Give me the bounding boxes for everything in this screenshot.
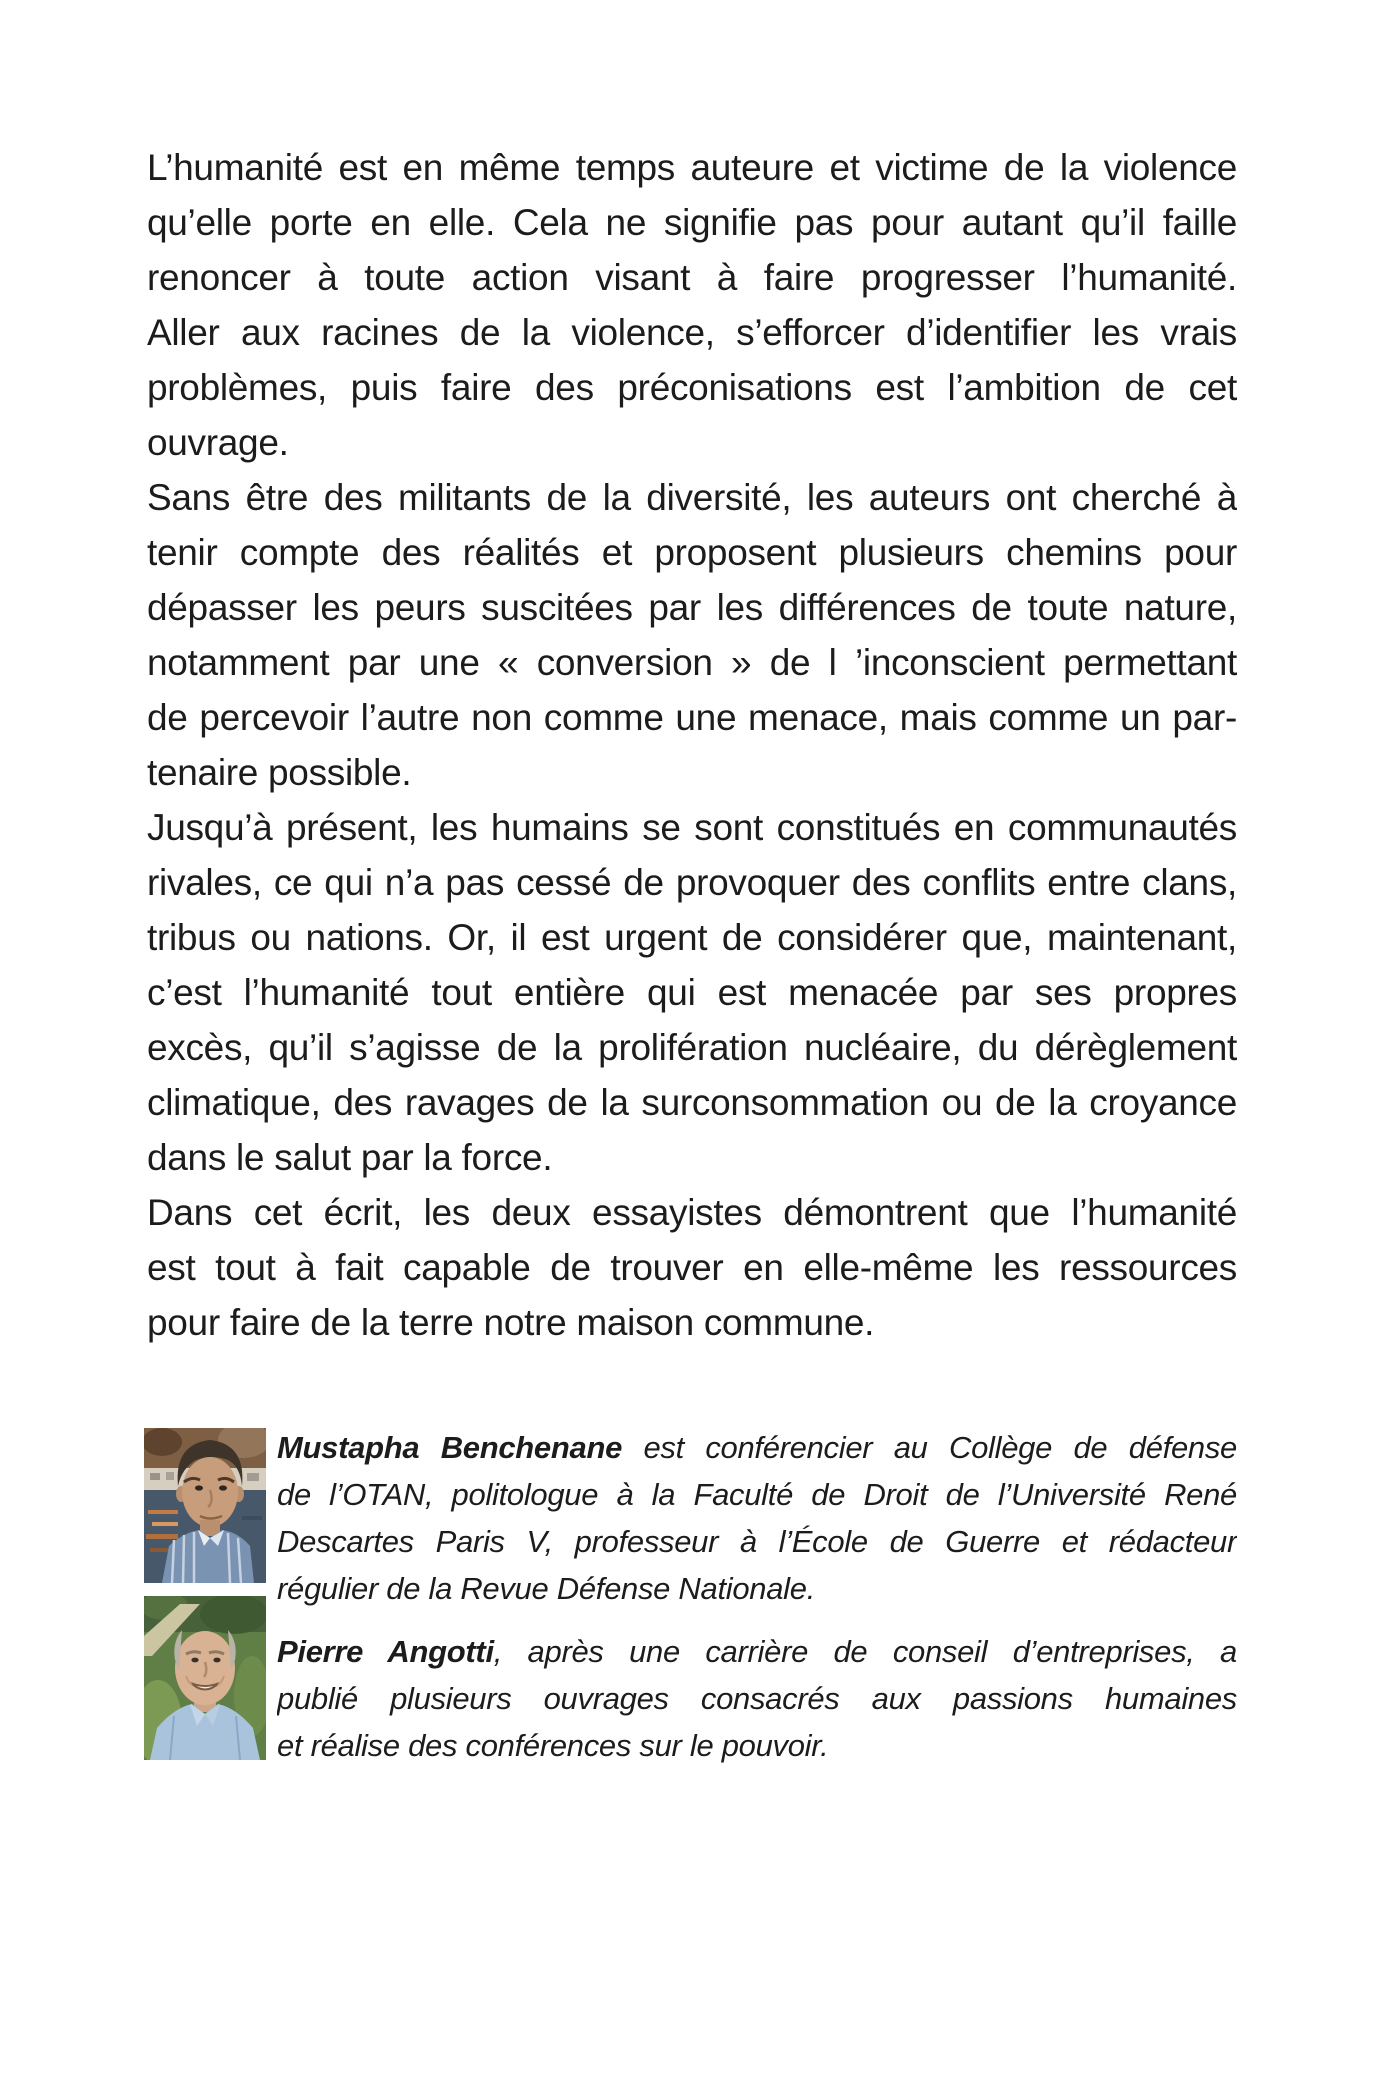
bio-line — [277, 1628, 1237, 1675]
synopsis-line: est tout à fait capable de trouver en elle-même les ressources — [147, 1247, 1237, 1288]
bio-text-fragment: , après une carrière de conseil d’entreprises, a — [493, 1634, 1237, 1669]
synopsis-line: Aller aux racines de la violence, s’efforcer d’identifier les vrais — [147, 312, 1237, 353]
synopsis-line: dans le salut par la force. — [147, 1137, 553, 1178]
author-bio-mustapha-benchenane — [277, 1424, 1237, 1612]
synopsis-text-block — [147, 140, 1237, 1350]
author-bio-pierre-angotti — [277, 1628, 1237, 1769]
synopsis-line: pour faire de la terre notre maison commune. — [147, 1302, 875, 1343]
synopsis-line: notamment par une « conversion » de l ’inconscient permettant — [147, 642, 1237, 683]
portrait-photo-illustration — [144, 1596, 266, 1760]
synopsis-line: renoncer à toute action visant à faire progresser l’humanité. — [147, 257, 1237, 298]
synopsis-line: c’est l’humanité tout entière qui est menacée par ses propres — [147, 972, 1237, 1013]
author-name: Mustapha Benchenane — [277, 1430, 623, 1465]
bio-line: publié plusieurs ouvrages consacrés aux passions humaines — [277, 1681, 1237, 1716]
synopsis-line: Dans cet écrit, les deux essayistes démontrent que l’humanité — [147, 1192, 1237, 1233]
synopsis-line: tribus ou nations. Or, il est urgent de considérer que, maintenant, — [147, 917, 1237, 958]
synopsis-line: climatique, des ravages de la surconsommation ou de la croyance — [147, 1082, 1237, 1123]
author-photo-mustapha-benchenane — [144, 1428, 266, 1583]
synopsis-line: problèmes, puis faire des préconisations est l’ambition de cet — [147, 367, 1237, 408]
bio-line — [277, 1424, 1237, 1471]
synopsis-line: L’humanité est en même temps auteure et victime de la violence — [147, 147, 1237, 188]
synopsis-line: Jusqu’à présent, les humains se sont constitués en communautés — [147, 807, 1237, 848]
synopsis-line: excès, qu’il s’agisse de la prolifération nucléaire, du dérèglement — [147, 1027, 1237, 1068]
synopsis-line: ouvrage. — [147, 422, 289, 463]
bio-line: Descartes Paris V, professeur à l’École de Guerre et rédacteur — [277, 1524, 1237, 1559]
author-photo-pierre-angotti — [144, 1596, 266, 1760]
portrait-photo-illustration — [144, 1428, 266, 1583]
bio-line: de l’OTAN, politologue à la Faculté de Droit de l’Université René — [277, 1477, 1237, 1512]
synopsis-line: Sans être des militants de la diversité, les auteurs ont cherché à — [147, 477, 1237, 518]
author-name: Pierre Angotti — [277, 1634, 494, 1669]
bio-text-fragment: est conférencier au Collège de défense — [622, 1430, 1237, 1465]
synopsis-line: tenaire possible. — [147, 752, 412, 793]
synopsis-line: qu’elle porte en elle. Cela ne signifie pas pour autant qu’il faille — [147, 202, 1237, 243]
synopsis-line: de percevoir l’autre non comme une menace, mais comme un par- — [147, 697, 1237, 738]
bio-line: et réalise des conférences sur le pouvoir. — [277, 1728, 829, 1763]
bio-line: régulier de la Revue Défense Nationale. — [277, 1571, 816, 1606]
synopsis-line: tenir compte des réalités et proposent plusieurs chemins pour — [147, 532, 1237, 573]
synopsis-line: dépasser les peurs suscitées par les différences de toute nature, — [147, 587, 1237, 628]
synopsis-line: rivales, ce qui n’a pas cessé de provoquer des conflits entre clans, — [147, 862, 1237, 903]
